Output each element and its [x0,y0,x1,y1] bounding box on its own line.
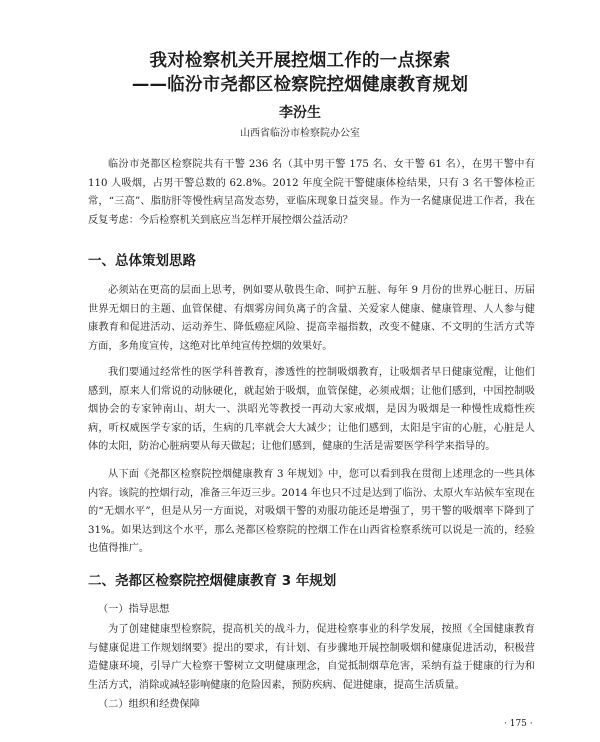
section-1-paragraph-1: 必须站在更高的层面上思考，例如要从敬畏生命、呵护五脏、每年 9 月份的世界心脏日、历届世界无烟日的主题、血管保健、有烟雾房间负离子的含量、关爱家人健康、健康管理、人人参与健康教育和促进活动、运动养生、降低癌症风险、提高幸福指数，改变不健康、不文明的生活方式等方面，多角度宣传，这绝对比单纯宣传控烟的效果好。 [88,285,535,352]
intro-paragraph: 临汾市尧都区检察院共有干警 236 名（其中男干警 175 名、女干警 61 名），在男干警中有 110 人吸烟，占男干警总数的 62.8%。2012 年度全院干警健康体检结果，只有 3 名干警体检正常，“三高”、脂肪肝等慢性病呈高发态势，亚临床现象日益突显。作为一名健康促进工作者，我在反复考虑：今后检察机关到底应当怎样开展控烟公益活动？ [88,159,535,226]
page-number: · 175 · [504,719,533,729]
subsection-2-heading: （二）组织和经费保障 [98,699,200,710]
author-name: 李汾生 [279,105,321,121]
subsection-1-heading: （一）指导思想 [98,604,170,615]
article-subtitle: ——临汾市尧都区检察院控烟健康教育规划 [131,75,469,95]
section-1-paragraph-2: 我们要通过经常性的医学科普教育，渗透性的控制吸烟教育，让吸烟者早日健康觉醒，让他们感到，原来人们常说的动脉硬化，就起始于吸烟，血管保健，必须戒烟；让他们感到，中国控制吸烟协会的专家钟南山、胡大一、洪昭光等教授一再动大家戒烟，是因为吸烟是一种慢性成瘾性疾病，听权威医学专家的话，生病的几率就会大大减少；让他们感到，太阳是宇宙的心脏，心脏是人体的太阳，防治心脏病要从每天做起；让他们感到，健康的生活是需要医学科学来指导的。 [88,367,535,453]
section-1-paragraph-3: 从下面《尧都区检察院控烟健康教育 3 年规划》中，您可以看到我在贯彻上述理念的一些具体内容。该院的控烟行动，准备三年迈三步。2014 年也只不过是达到了临汾、太原火车站候车室现在的“无烟水平”，但是从另一方面说，对吸烟干警的劝服功能还是增强了，男干警的吸烟率下降到了 31%。如果达到这个水平，那么尧都区检察院的控烟工作在山西省检察系统可以说是一流的，经验也值得推广。 [88,469,535,555]
subsection-1-paragraph: 为了创建健康型检察院，提高机关的战斗力，促进检察事业的科学发展，按照《全国健康教育与健康促进工作规划纲要》提出的要求，有计划、有步骤地开展控制吸烟和健康促进活动，积极营造健康环境，引导广大检察干警树立文明健康理念，自觉抵制烟草危害，采纳有益于健康的行为和生活方式，消除或减轻影响健康的危险因素，预防疾病、促进健康，提高生活质量。 [88,624,535,691]
section-1-heading: 一、总体策划思路 [88,253,196,269]
article-title: 我对检察机关开展控烟工作的一点探索 [149,51,451,71]
section-2-heading: 二、尧都区检察院控烟健康教育 3 年规划 [88,573,337,589]
author-affiliation: 山西省临汾市检察院办公室 [240,128,360,139]
